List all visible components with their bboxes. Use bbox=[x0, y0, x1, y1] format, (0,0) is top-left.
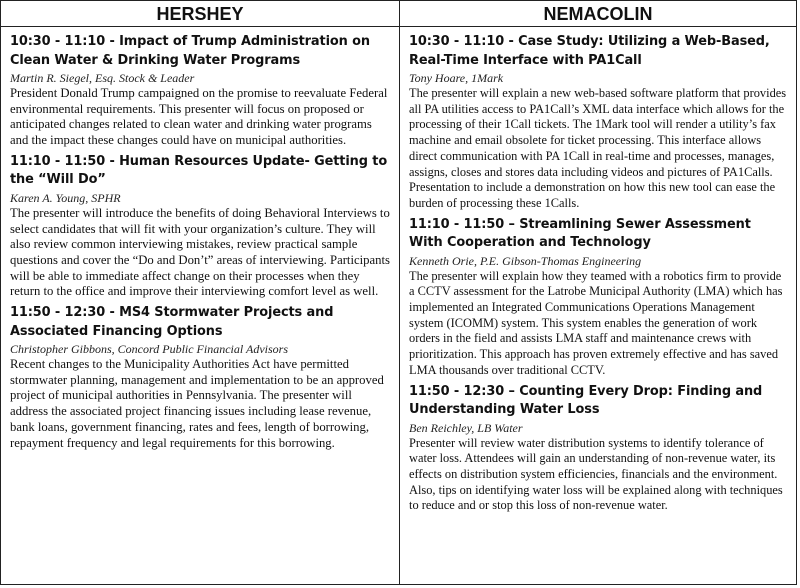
session-speaker: Tony Hoare, 1Mark bbox=[409, 71, 504, 85]
column-heading-nemacolin: NEMACOLIN bbox=[400, 1, 796, 27]
session-speaker: Christopher Gibbons, Concord Public Financial Advisors bbox=[10, 342, 288, 357]
session-speaker: Karen A. Young, SPHR bbox=[10, 190, 121, 205]
session-speaker: Ben Reichley, LB Water bbox=[409, 420, 523, 435]
session-speaker: Martin R. Siegel, Esq. Stock & Leader bbox=[10, 71, 195, 85]
hershey-column bbox=[1, 27, 400, 584]
session-title: 10:30 - 11:10 - Impact of Trump Administration on Clean Water & Drinking Water Programs bbox=[10, 34, 370, 68]
session-description: The presenter will explain how they teamed with a robotics firm to provide a CCTV assessment for the Latrobe Municipal Authority (LMA) which has implemented an Integrated Communications Operations Management system (ICOMM) system. This system enables the generation of work orders in the field and assists LMA staff and maintenance crews with prioritization. This approach has proven extremely effective and has saved LMA thousands over traditional CCTV. bbox=[409, 268, 783, 377]
session-description: President Donald Trump campaigned on the promise to reevaluate Federal environmental requirements. This presenter will focus on proposed or anticipated changes related to clean water and drinking water programs and the impact these changes could have on municipal authorities. bbox=[10, 86, 388, 148]
session-hershey-3 bbox=[10, 304, 390, 451]
session-title: 11:50 - 12:30 - MS4 Stormwater Projects and Associated Financing Options bbox=[10, 305, 334, 339]
session-title: 11:10 - 11:50 – Streamlining Sewer Assessment With Cooperation and Technology bbox=[409, 216, 751, 251]
session-nemacolin-1 bbox=[409, 33, 787, 212]
nemacolin-column bbox=[400, 27, 796, 584]
session-description: The presenter will introduce the benefits of doing Behavioral Interviews to select candidates that will fit with your organization’s culture. They will also review common interviewing mistakes, review practical sample questions and cover the “Do and Don’t” areas of interviewing. Participants will be able to immediate affect change on their processes when they return to the office and improve their interviewing comfort level as well. bbox=[10, 205, 390, 299]
session-description: Presenter will review water distribution systems to identify tolerance of water loss. Attendees will gain an understanding of non-revenue water, its effects on distribution system efficiencies, financials and the environment. Also, tips on identifying water loss will be explained along with techniques to reduce and or stop this loss of non-revenue water. bbox=[409, 435, 783, 513]
session-speaker: Kenneth Orie, P.E. Gibson-Thomas Engineering bbox=[409, 253, 642, 268]
session-description: Recent changes to the Municipality Authorities Act have permitted stormwater planning, management and implementation to be an approved project of municipal authorities in Pennsylvania. The presenter will address the associated project financing issues including lease revenue, bank loans, government financing, rates and fees, length of borrowing, repayment frequency and legal requirements for this borrowing. bbox=[10, 357, 384, 450]
session-nemacolin-2 bbox=[409, 216, 787, 379]
session-title: 10:30 - 11:10 - Case Study: Utilizing a Web-Based, Real-Time Interface with PA1Call bbox=[409, 34, 770, 68]
session-hershey-1 bbox=[10, 33, 390, 149]
session-title: 11:50 - 12:30 – Counting Every Drop: Finding and Understanding Water Loss bbox=[409, 383, 763, 418]
session-description: The presenter will explain a new web-based software platform that provides all PA utilities access to PA1Call’s XML data interface which allows for the processing of their 1Call tickets. The 1Mark tool will render a utility’s fax machine and email obsolete for ticket processing. This interface allows direct communication with PA 1Call in real-time and processes, manages, assigns, closes and stores data including videos and pictures of PA1Calls. Presentation to include a demonstration on how this new tool can ease the burden of processing these 1Calls. bbox=[409, 86, 787, 210]
column-heading-hershey: HERSHEY bbox=[1, 1, 400, 27]
session-hershey-2 bbox=[10, 153, 390, 300]
session-title: 11:10 - 11:50 - Human Resources Update- Getting to the “Will Do” bbox=[10, 153, 388, 188]
session-nemacolin-3 bbox=[409, 383, 787, 515]
